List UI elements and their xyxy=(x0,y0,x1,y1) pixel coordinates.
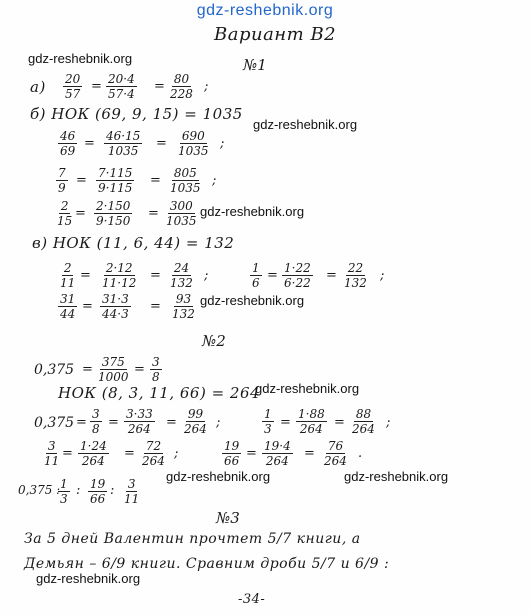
fraction: $\frac{93}{132}$ xyxy=(172,292,195,321)
watermark-1: gdz-reshebnik.org xyxy=(28,51,133,66)
task-1-number: №1 xyxy=(243,56,267,74)
fraction: $\frac{805}{1035}$ xyxy=(170,166,201,195)
semicolon: ; xyxy=(204,79,209,94)
task-3-line-2: Демьян – 6/9 книги. Сравним дроби 5/7 и 6/9 : xyxy=(24,556,390,572)
watermark-8: gdz-reshebnik.org xyxy=(36,571,141,586)
fraction: $\frac{46\cdot 15}{1035}$ xyxy=(106,129,141,158)
fraction: $\frac{19\cdot 4}{264}$ xyxy=(264,439,291,468)
equals-sign: = xyxy=(82,299,93,314)
fraction: $\frac{1\cdot 88}{264}$ xyxy=(298,407,325,436)
fraction: $\frac{1\cdot 22}{6\cdot 22}$ xyxy=(284,261,311,290)
fraction: $\frac{31\cdot 3}{44\cdot 3}$ xyxy=(102,292,129,321)
equals-sign: = xyxy=(156,136,167,151)
equals-sign: = xyxy=(124,446,135,461)
equals-sign: = xyxy=(91,79,102,94)
equals-sign: = xyxy=(82,362,93,377)
semicolon: ; xyxy=(212,173,217,188)
fraction: $\frac{2}{11}$ xyxy=(60,261,76,290)
fraction: $\frac{2\cdot 150}{9\cdot 150}$ xyxy=(96,199,131,228)
fraction: $\frac{1\cdot 24}{264}$ xyxy=(80,439,107,468)
fraction: $\frac{19}{66}$ xyxy=(90,477,106,506)
fraction: $\frac{300}{1035}$ xyxy=(166,199,197,228)
equals-sign: = xyxy=(304,446,315,461)
equals-sign: = xyxy=(150,299,161,314)
fraction: $\frac{3}{8}$ xyxy=(92,407,100,436)
semicolon: ; xyxy=(380,268,385,283)
fraction: $\frac{3}{11}$ xyxy=(44,439,60,468)
part-a-label: а) xyxy=(30,78,46,96)
semicolon: ; xyxy=(174,446,179,461)
equals-sign: = xyxy=(84,136,95,151)
equals-sign: = xyxy=(150,268,161,283)
task-3-line-1: За 5 дней Валентин прочтет 5/7 книги, а xyxy=(24,531,361,547)
equals-sign: = xyxy=(62,446,73,461)
semicolon: ; xyxy=(220,136,225,151)
task-2-lcm: НОК (8, 3, 11, 66) = 264 xyxy=(58,384,261,402)
fraction: $\frac{3\cdot 33}{264}$ xyxy=(126,407,153,436)
watermark-2: gdz-reshebnik.org xyxy=(253,117,358,132)
fraction: $\frac{7}{9}$ xyxy=(58,166,66,195)
fraction: $\frac{46}{69}$ xyxy=(60,129,76,158)
equals-sign: = xyxy=(326,268,337,283)
fraction: $\frac{375}{1000}$ xyxy=(98,355,129,384)
decimal-value: 0,375 xyxy=(34,362,75,378)
page-number: -34- xyxy=(238,592,266,607)
equals-sign: = xyxy=(76,415,87,430)
equals-sign: = xyxy=(134,362,145,377)
fraction: $\frac{20}{57}$ xyxy=(65,72,81,101)
task-3-number: №3 xyxy=(216,509,240,527)
fraction: $\frac{1}{3}$ xyxy=(264,407,272,436)
equals-sign: = xyxy=(75,206,86,221)
fraction: $\frac{31}{44}$ xyxy=(60,292,76,321)
top-watermark: gdz-reshebnik.org xyxy=(196,2,334,19)
fraction: $\frac{3}{11}$ xyxy=(124,477,140,506)
part-b-lcm: б) НОК (69, 9, 15) = 1035 xyxy=(30,105,243,123)
fraction: $\frac{2}{15}$ xyxy=(57,199,73,228)
ratio-start: 0,375 : xyxy=(18,483,61,497)
equals-sign: = xyxy=(80,268,91,283)
fraction: $\frac{2\cdot 12}{11\cdot 12}$ xyxy=(102,261,137,290)
watermark-7: gdz-reshebnik.org xyxy=(344,469,449,484)
fraction: $\frac{80}{228}$ xyxy=(170,72,193,101)
watermark-3: gdz-reshebnik.org xyxy=(200,204,305,219)
fraction: $\frac{99}{264}$ xyxy=(184,407,207,436)
fraction: $\frac{3}{8}$ xyxy=(152,355,160,384)
fraction: $\frac{76}{264}$ xyxy=(324,439,347,468)
fraction: $\frac{22}{132}$ xyxy=(344,261,367,290)
fraction: $\frac{24}{132}$ xyxy=(170,261,193,290)
colon: : xyxy=(110,483,115,498)
fraction: $\frac{690}{1035}$ xyxy=(178,129,209,158)
watermark-6: gdz-reshebnik.org xyxy=(166,469,271,484)
period: . xyxy=(358,446,363,461)
variant-title: Вариант В2 xyxy=(214,24,337,45)
fraction: $\frac{7\cdot 115}{9\cdot 115}$ xyxy=(98,166,133,195)
fraction: $\frac{88}{264}$ xyxy=(352,407,375,436)
fraction: $\frac{19}{66}$ xyxy=(224,439,240,468)
semicolon: ; xyxy=(216,415,221,430)
equals-sign: = xyxy=(154,79,165,94)
watermark-4: gdz-reshebnik.org xyxy=(200,293,305,308)
semicolon: ; xyxy=(386,415,391,430)
equals-sign: = xyxy=(76,173,87,188)
fraction: $\frac{1}{6}$ xyxy=(252,261,260,290)
colon: : xyxy=(76,483,81,498)
semicolon: ; xyxy=(204,268,209,283)
equals-sign: = xyxy=(334,415,345,430)
task-2-number: №2 xyxy=(202,332,226,350)
decimal-value: 0,375 xyxy=(34,415,75,431)
equals-sign: = xyxy=(267,268,278,283)
equals-sign: = xyxy=(148,206,159,221)
equals-sign: = xyxy=(246,446,257,461)
equals-sign: = xyxy=(166,415,177,430)
fraction: $\frac{72}{264}$ xyxy=(142,439,165,468)
part-c-lcm: в) НОК (11, 6, 44) = 132 xyxy=(32,234,235,252)
equals-sign: = xyxy=(280,415,291,430)
fraction: $\frac{1}{3}$ xyxy=(60,477,68,506)
watermark-5: gdz-reshebnik.org xyxy=(255,381,360,396)
equals-sign: = xyxy=(150,173,161,188)
fraction: $\frac{20\cdot 4}{57\cdot 4}$ xyxy=(108,72,135,101)
equals-sign: = xyxy=(108,415,119,430)
